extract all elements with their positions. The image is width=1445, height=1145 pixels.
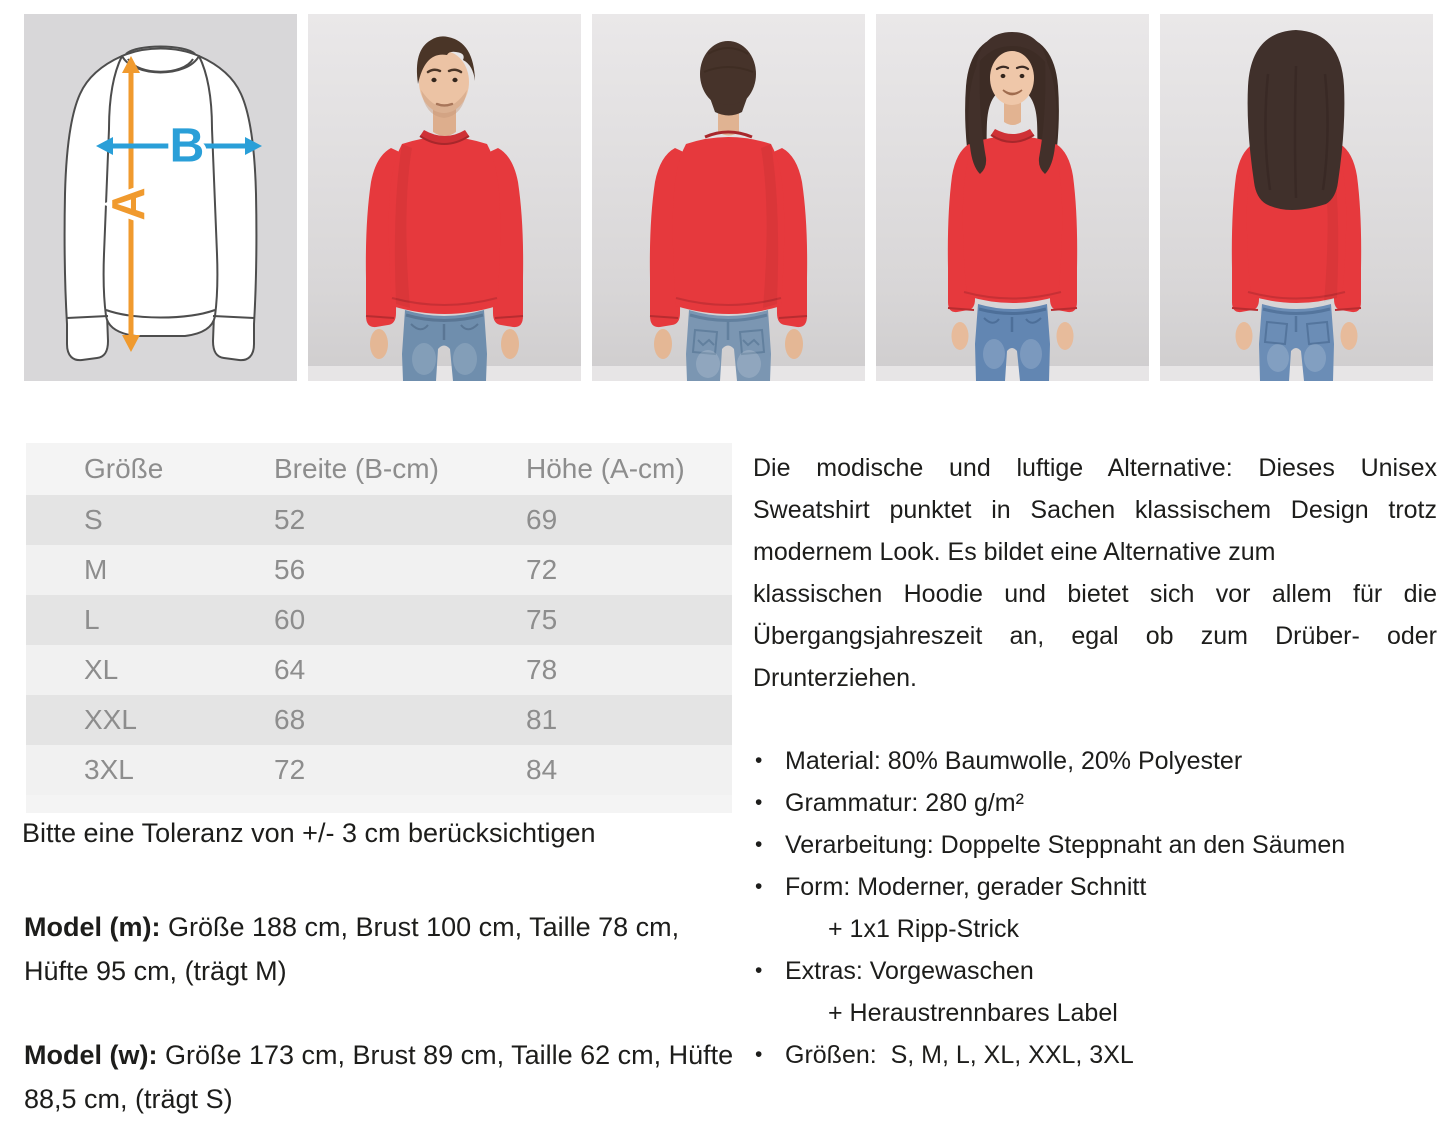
list-item: • Material: 80% Baumwolle, 20% Polyester (755, 740, 1445, 782)
description-line: Drunterziehen. (753, 664, 917, 692)
list-item: • Größen: S, M, L, XL, XXL, 3XL (755, 1034, 1445, 1076)
model-w-text: Größe 173 cm, Brust 89 cm, Taille 62 cm, Hüfte 88,5 cm, (trägt S) (24, 1040, 734, 1114)
list-item: • Extras: Vorgewaschen (755, 950, 1445, 992)
photo-man-front (308, 14, 581, 381)
model-m-text: Größe 188 cm, Brust 100 cm, Taille 78 cm, Hüfte 95 cm, (trägt M) (24, 912, 680, 986)
description-line: modernem Look. Es bildet eine Alternative zum (753, 538, 1276, 566)
bullet-icon: • (755, 791, 763, 814)
model-w-label: Model (w): (24, 1040, 158, 1070)
sweatshirt-measure-diagram (24, 14, 297, 381)
size-diagram-image (24, 14, 297, 381)
col-header-size: Größe (84, 453, 164, 484)
col-header-width: Breite (B-cm) (274, 453, 439, 484)
photo-man-back (592, 14, 865, 381)
list-item-continuation: + 1x1 Ripp-Strick (828, 915, 1020, 943)
size-table-header-row (26, 443, 732, 495)
feature-list (755, 740, 1445, 1076)
list-item: • Verarbeitung: Doppelte Steppnaht an den Säumen (755, 824, 1445, 866)
table-row: S 52 69 (26, 495, 732, 545)
model-w-info (24, 1033, 739, 1121)
label-a: A (102, 187, 154, 221)
table-row: XXL 68 81 (26, 695, 732, 745)
table-row: 3XL 72 84 (26, 745, 732, 795)
list-item: • Form: Moderner, gerader Schnitt (755, 866, 1445, 908)
description-line: Übergangsjahreszeit an, egal ob zum Drüber- oder (753, 622, 1437, 650)
label-b: B (169, 119, 205, 173)
list-item: • Grammatur: 280 g/m² (755, 782, 1445, 824)
table-row: XL 64 78 (26, 645, 732, 695)
bullet-icon: • (755, 749, 763, 772)
product-image-gallery (24, 14, 1433, 381)
list-item-continuation: + Heraustrennbares Label (828, 999, 1118, 1027)
bullet-icon: • (755, 959, 763, 982)
table-row: M 56 72 (26, 545, 732, 595)
model-m-info (24, 905, 739, 993)
bullet-icon: • (755, 833, 763, 856)
description-line: Die modische und luftige Alternative: Dieses Unisex (753, 454, 1437, 482)
size-table (26, 443, 732, 813)
photo-woman-back (1160, 14, 1433, 381)
bullet-icon: • (755, 875, 763, 898)
bullet-icon: • (755, 1043, 763, 1066)
table-row: L 60 75 (26, 595, 732, 645)
description-line: klassischen Hoodie und bietet sich vor allem für die (753, 580, 1437, 608)
col-header-height: Höhe (A-cm) (526, 453, 685, 484)
tolerance-note: Bitte eine Toleranz von +/- 3 cm berücksichtigen (22, 818, 596, 848)
size-table-footer-strip (26, 795, 732, 813)
photo-woman-front (876, 14, 1149, 381)
description-line: Sweatshirt punktet in Sachen klassischem Design trotz (753, 496, 1437, 524)
model-m-label: Model (m): (24, 912, 161, 942)
product-description (753, 447, 1437, 699)
